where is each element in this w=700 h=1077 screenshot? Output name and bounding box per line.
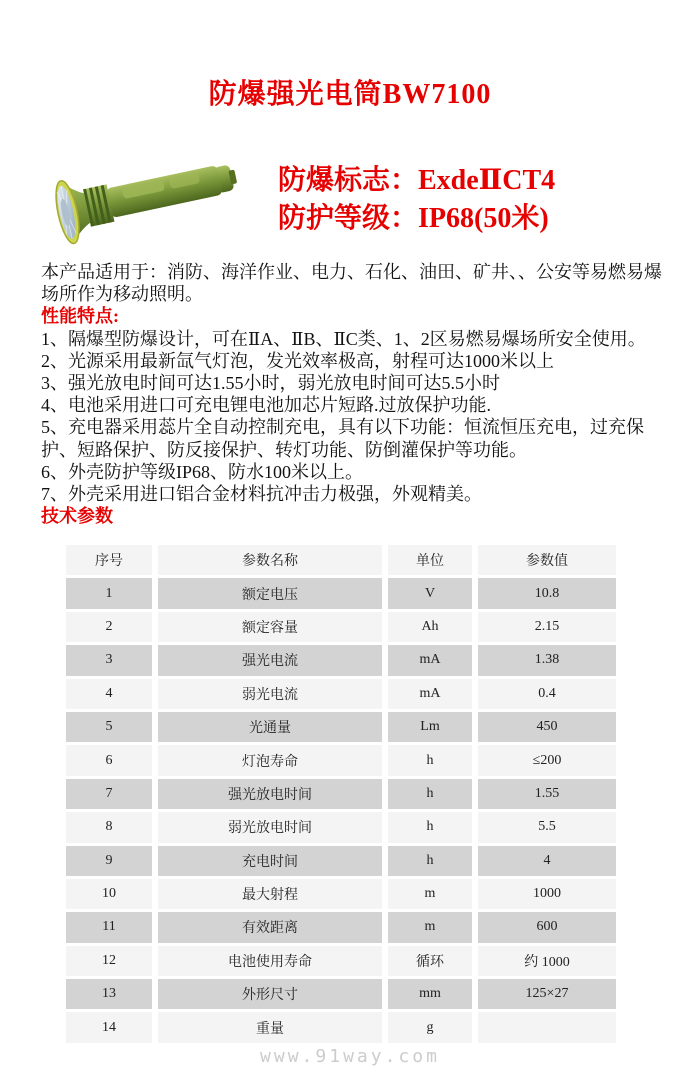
spec-cell: 450 <box>478 712 616 742</box>
spec-cell: 7 <box>66 779 152 809</box>
spec-cell: 13 <box>66 979 152 1009</box>
spec-cell: 14 <box>66 1012 152 1042</box>
spec-cell: 1.38 <box>478 645 616 675</box>
spec-cell: 重量 <box>158 1012 382 1042</box>
feature-item: 2、光源采用最新氙气灯泡，发光效率极高，射程可达1000米以上 <box>41 350 554 371</box>
spec-cell: 弱光放电时间 <box>158 812 382 842</box>
spec-cell: 5.5 <box>478 812 616 842</box>
feature-item: 7、外壳采用进口铝合金材料抗冲击力极强，外观精美。 <box>41 484 482 505</box>
spec-cell: 灯泡寿命 <box>158 745 382 775</box>
spec-cell: 125×27 <box>478 979 616 1009</box>
spec-cell: 6 <box>66 745 152 775</box>
spec-cell: Lm <box>388 712 472 742</box>
spec-cell: 5 <box>66 712 152 742</box>
spec-cell: h <box>388 812 472 842</box>
spec-cell: m <box>388 912 472 942</box>
spec-cell: 3 <box>66 645 152 675</box>
watermark: www.91way.com <box>260 1046 440 1067</box>
protection-rating: 防护等级：IP68(50米) <box>278 203 549 234</box>
feature-item: 4、电池采用进口可充电锂电池加芯片短路.过放保护功能. <box>41 395 491 416</box>
spec-cell: 4 <box>66 679 152 709</box>
spec-cell: 有效距离 <box>158 912 382 942</box>
spec-cell: ≤200 <box>478 745 616 775</box>
feature-item: 5、充电器采用蕊片全自动控制充电，具有以下功能：恒流恒压充电，过充保护、短路保护、防反接保护、转灯功能、防倒灌保护等功能。 <box>41 417 644 460</box>
explosion-proof-mark: 防爆标志：ExdeⅡCT4 <box>278 165 556 196</box>
spec-cell: 2.15 <box>478 612 616 642</box>
spec-cell: 外形尺寸 <box>158 979 382 1009</box>
spec-cell: 10.8 <box>478 578 616 608</box>
hero-spec-callouts <box>278 162 555 238</box>
specs-heading: 技术参数 <box>41 506 113 527</box>
intro-paragraph: 本产品适用于：消防、海洋作业、电力、石化、油田、矿井、、公安等易燃易爆场所作为移动照明。 <box>41 262 662 305</box>
spec-cell: 11 <box>66 912 152 942</box>
spec-cell: 最大射程 <box>158 879 382 909</box>
spec-cell: h <box>388 779 472 809</box>
spec-cell: 12 <box>66 946 152 976</box>
spec-cell: 弱光电流 <box>158 679 382 709</box>
features-heading: 性能特点: <box>41 306 119 327</box>
spec-cell: 1.55 <box>478 779 616 809</box>
spec-cell: 额定容量 <box>158 612 382 642</box>
spec-cell: 1000 <box>478 879 616 909</box>
spec-cell: 充电时间 <box>158 846 382 876</box>
feature-item: 3、强光放电时间可达1.55小时，弱光放电时间可达5.5小时 <box>41 373 500 394</box>
spec-cell: 强光放电时间 <box>158 779 382 809</box>
spec-cell: m <box>388 879 472 909</box>
spec-table-header-cell: 序号 <box>66 545 152 575</box>
features-list <box>41 328 669 506</box>
spec-cell: 强光电流 <box>158 645 382 675</box>
spec-cell: 1 <box>66 578 152 608</box>
spec-cell: 10 <box>66 879 152 909</box>
spec-cell: Ah <box>388 612 472 642</box>
spec-cell: 9 <box>66 846 152 876</box>
spec-cell: 光通量 <box>158 712 382 742</box>
spec-cell: 额定电压 <box>158 578 382 608</box>
spec-table <box>66 545 616 1043</box>
spec-table-header-cell: 参数名称 <box>158 545 382 575</box>
spec-cell: g <box>388 1012 472 1042</box>
spec-cell: 4 <box>478 846 616 876</box>
spec-cell: V <box>388 578 472 608</box>
spec-cell: 电池使用寿命 <box>158 946 382 976</box>
spec-cell: mm <box>388 979 472 1009</box>
page-title: 防爆强光电筒BW7100 <box>208 79 492 110</box>
spec-cell: mA <box>388 645 472 675</box>
spec-cell: 600 <box>478 912 616 942</box>
feature-item: 1、隔爆型防爆设计，可在ⅡA、ⅡB、ⅡC类、1、2区易燃易爆场所安全使用。 <box>41 328 646 349</box>
flashlight-product-image <box>20 140 252 258</box>
feature-item: 6、外壳防护等级IP68、防水100米以上。 <box>41 461 364 482</box>
spec-cell: 循环 <box>388 946 472 976</box>
spec-table-header-cell: 单位 <box>388 545 472 575</box>
spec-cell: mA <box>388 679 472 709</box>
spec-cell: 8 <box>66 812 152 842</box>
product-description <box>41 261 669 527</box>
spec-cell: 约 1000 <box>478 946 616 976</box>
spec-cell: 2 <box>66 612 152 642</box>
spec-cell: 0.4 <box>478 679 616 709</box>
spec-table-header-cell: 参数值 <box>478 545 616 575</box>
spec-cell: h <box>388 846 472 876</box>
spec-cell: h <box>388 745 472 775</box>
spec-cell <box>478 1012 616 1042</box>
